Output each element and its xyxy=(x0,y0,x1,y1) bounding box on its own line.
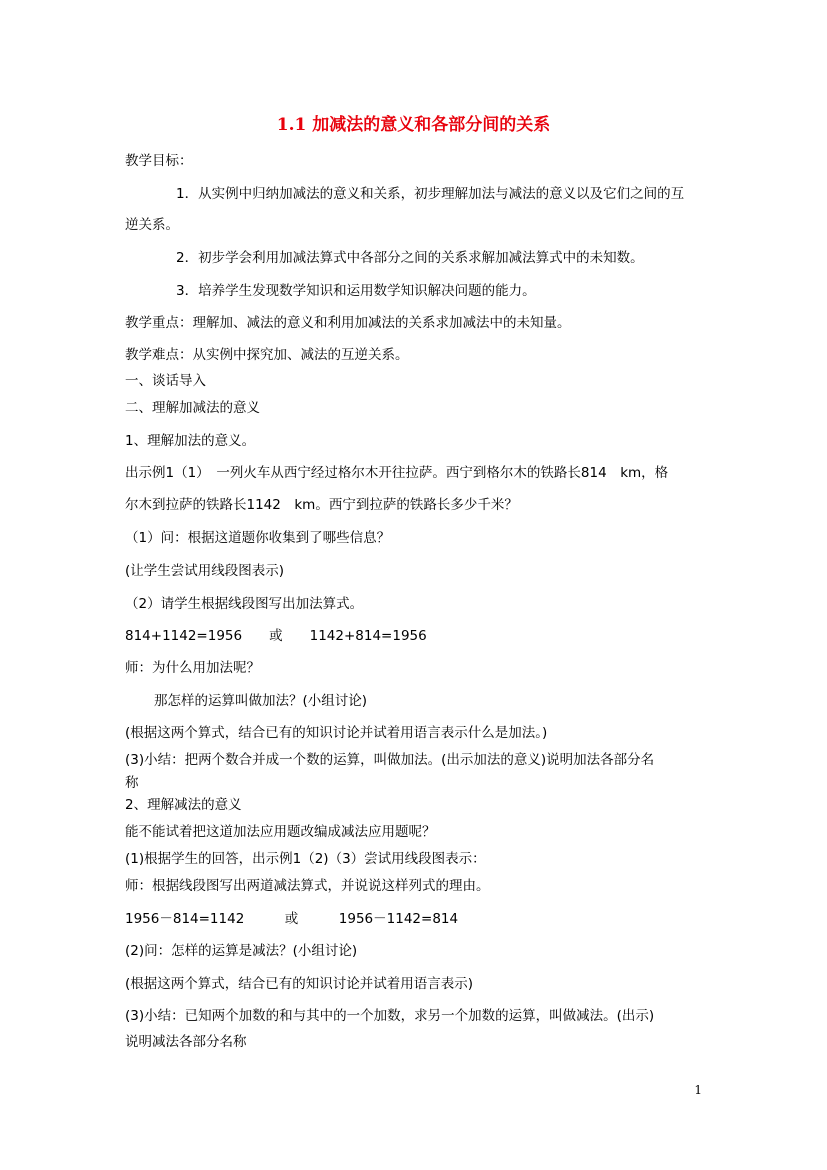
goal-2: 2．初步学会利用加减法算式中各部分之间的关系求解加减法算式中的未知数。 xyxy=(176,250,644,266)
summary-subtraction-line-1: (3)小结：已知两个加数的和与其中的一个加数，求另一个加数的运算，叫做减法。(出示) xyxy=(125,1008,655,1024)
question-2: （2）请学生根据线段图写出加法算式。 xyxy=(125,596,364,612)
document-title: 1.1 加减法的意义和各部分间的关系 xyxy=(276,115,551,135)
rewrite-question: 能不能试着把这道加法应用题改编成减法应用题呢？ xyxy=(125,824,436,840)
teacher-instruction-subtraction: 师：根据线段图写出两道减法算式，并说说这样列式的理由。 xyxy=(125,878,490,894)
section-2-heading: 二、理解加减法的意义 xyxy=(125,400,260,416)
question-1: （1）问：根据这道题你收集到了哪些信息？ xyxy=(125,530,391,546)
goal-3: 3．培养学生发现数学知识和运用数学知识解决问题的能力。 xyxy=(176,283,536,299)
instruction-segment-diagram: (让学生尝试用线段图表示) xyxy=(125,563,285,579)
teaching-goals-heading: 教学目标： xyxy=(125,153,193,169)
discussion-note-subtraction: (根据这两个算式，结合已有的知识讨论并试着用语言表示) xyxy=(125,976,474,992)
goal-1-line-2: 逆关系。 xyxy=(125,217,179,233)
example-1-line-2: 尔木到拉萨的铁路长1142 km。西宁到拉萨的铁路长多少千米？ xyxy=(125,497,518,513)
subsection-2-heading: 2、理解减法的意义 xyxy=(125,797,242,813)
group-discussion-addition: 那怎样的运算叫做加法？(小组讨论) xyxy=(154,693,368,709)
section-1-heading: 一、谈话导入 xyxy=(125,373,206,389)
summary-addition-line-2: 称 xyxy=(125,775,139,791)
summary-addition-line-1: (3)小结：把两个数合并成一个数的运算，叫做加法。(出示加法的意义)说明加法各部分名 xyxy=(125,752,655,768)
page-number: 1 xyxy=(694,1083,702,1097)
summary-subtraction-line-2: 说明减法各部分名称 xyxy=(125,1034,247,1050)
key-point: 教学重点：理解加、减法的意义和利用加减法的关系求加减法中的未知量。 xyxy=(125,315,571,331)
difficult-point: 教学难点：从实例中探究加、减法的互逆关系。 xyxy=(125,347,409,363)
discussion-note-addition: (根据这两个算式，结合已有的知识讨论并试着用语言表示什么是加法。) xyxy=(125,725,548,741)
subsection-1-heading: 1、理解加法的意义。 xyxy=(125,433,256,449)
addition-equations: 814+1142=1956 或 1142+814=1956 xyxy=(125,628,427,644)
teacher-question-addition: 师：为什么用加法呢？ xyxy=(125,660,260,676)
example-1-continued: (1)根据学生的回答，出示例1（2)（3）尝试用线段图表示： xyxy=(125,851,486,867)
example-1-line-1: 出示例1（1） 一列火车从西宁经过格尔木开往拉萨。西宁到格尔木的铁路长814 km，格 xyxy=(125,465,669,481)
subtraction-equations: 1956－814=1142 或 1956－1142=814 xyxy=(125,911,459,927)
goal-1-line-1: 1．从实例中归纳加减法的意义和关系，初步理解加法与减法的意义以及它们之间的互 xyxy=(176,186,685,202)
question-subtraction: (2)问：怎样的运算是减法？(小组讨论) xyxy=(125,943,358,959)
